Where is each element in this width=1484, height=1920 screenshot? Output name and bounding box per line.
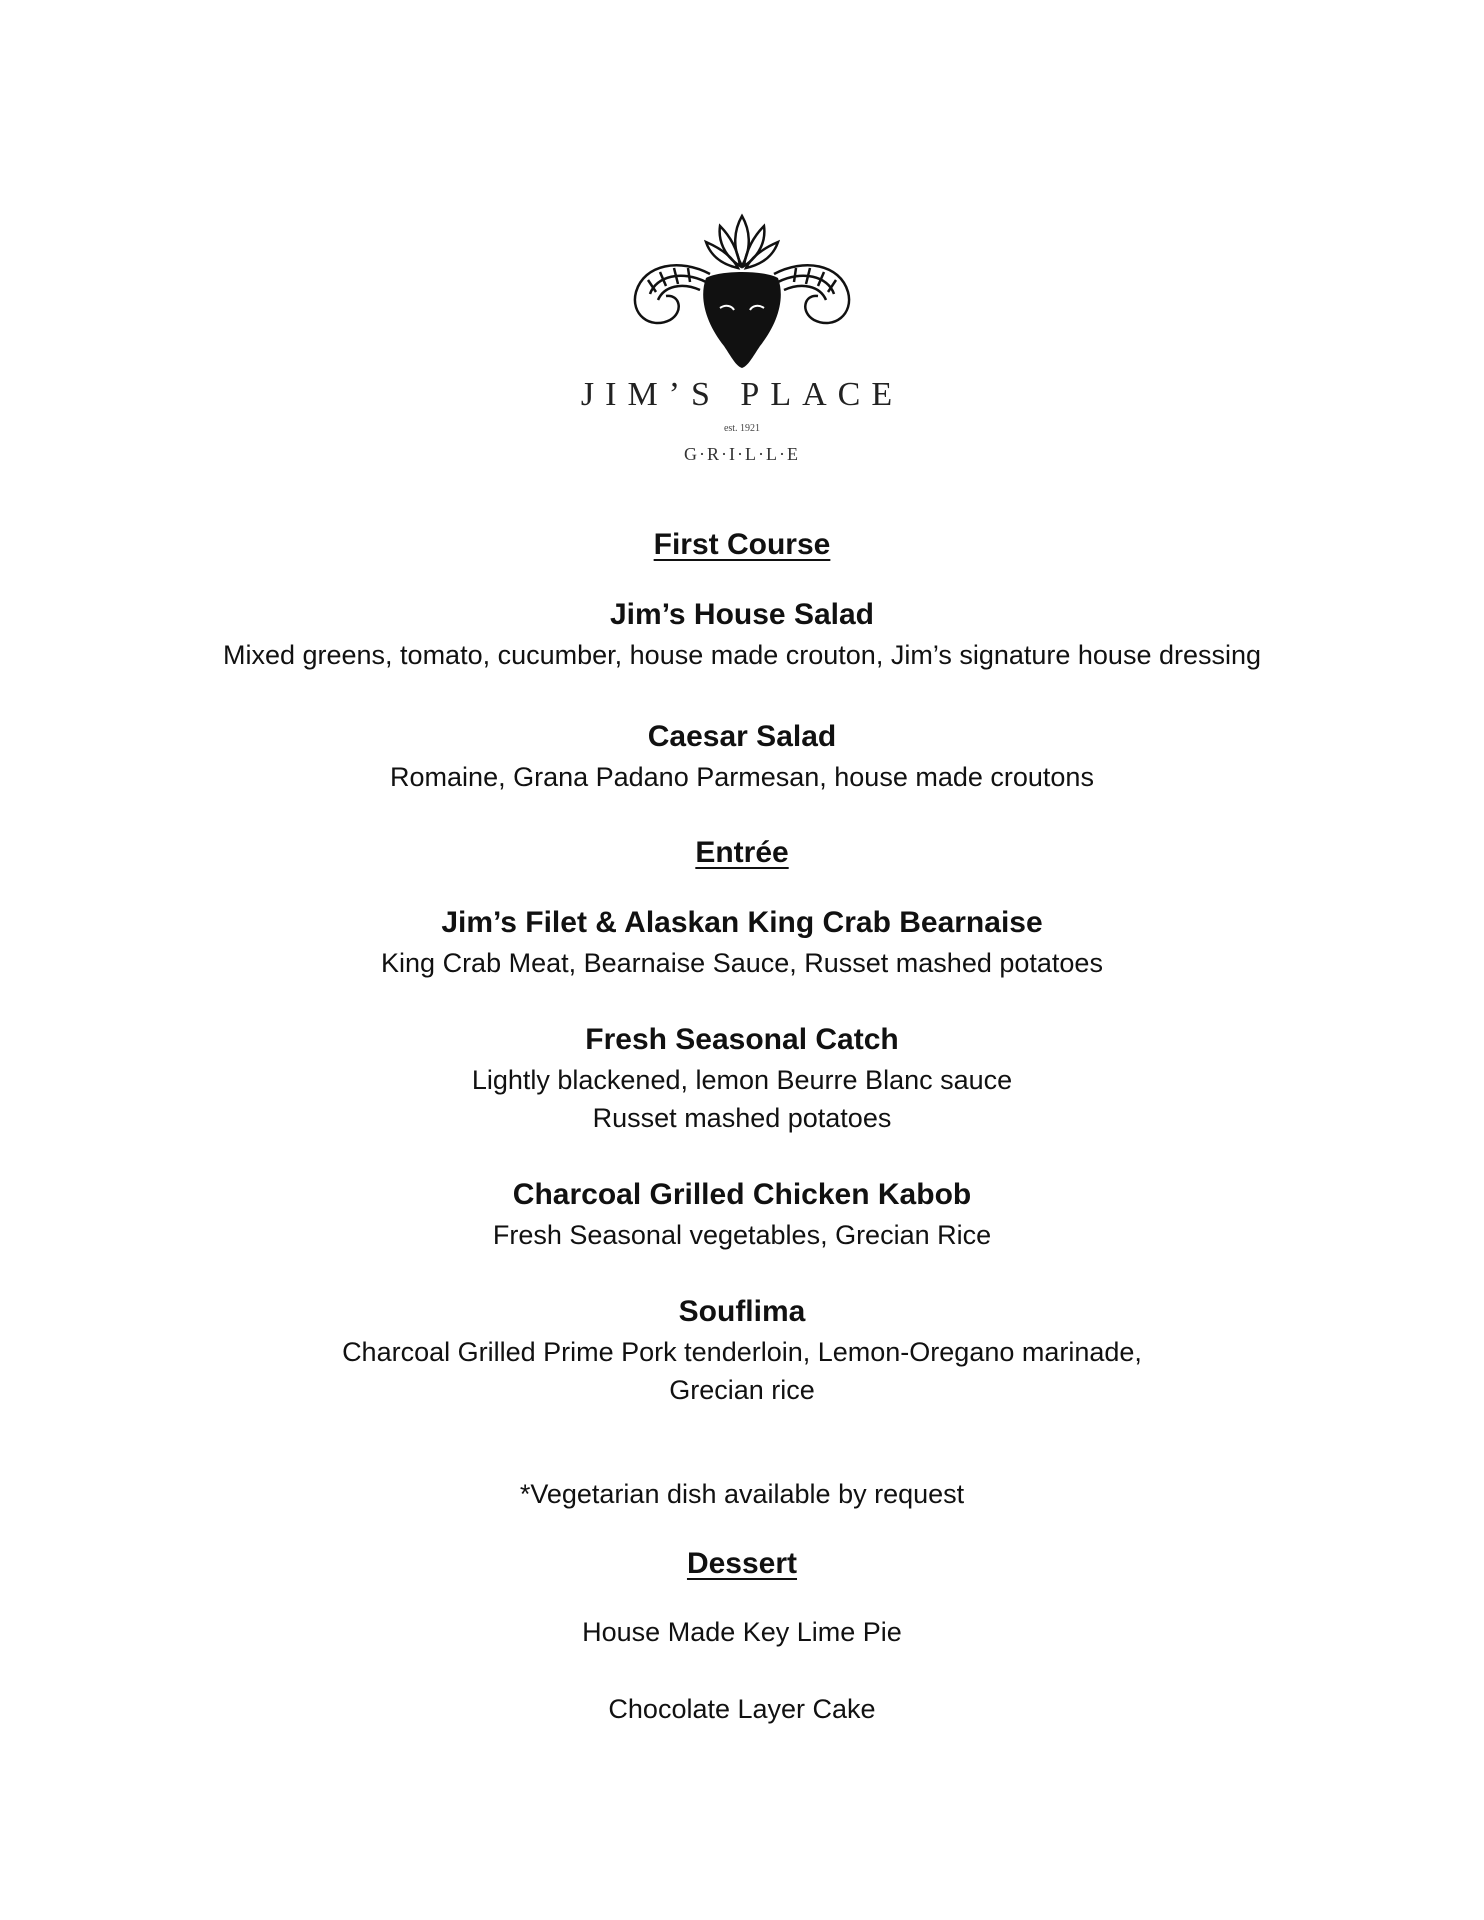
- logo-grille-text: G·R·I·L·L·E: [684, 444, 800, 464]
- dessert-item: Chocolate Layer Cake: [608, 1694, 876, 1724]
- entree-heading: Entrée: [695, 836, 789, 869]
- restaurant-logo: [560, 208, 924, 468]
- dish-description: Fresh Seasonal vegetables, Grecian Rice: [492, 1220, 992, 1250]
- dish-description: Romaine, Grana Padano Parmesan, house made croutons: [390, 762, 1094, 792]
- dish-description: Lightly blackened, lemon Beurre Blanc sauce: [471, 1065, 1013, 1095]
- dish-description: Mixed greens, tomato, cucumber, house made crouton, Jim’s signature house dressing: [222, 640, 1262, 670]
- ram-head-icon: [560, 208, 924, 368]
- dish-name: Jim’s Filet & Alaskan King Crab Bearnaise: [441, 906, 1043, 939]
- vegetarian-note: *Vegetarian dish available by request: [519, 1479, 965, 1509]
- dish-description: King Crab Meat, Bearnaise Sauce, Russet mashed potatoes: [381, 948, 1103, 978]
- first-course-heading: First Course: [653, 528, 831, 561]
- dish-name: Fresh Seasonal Catch: [585, 1023, 899, 1056]
- dish-name: Caesar Salad: [647, 720, 837, 753]
- dessert-heading: Dessert: [686, 1547, 798, 1580]
- dish-description: Russet mashed potatoes: [592, 1103, 892, 1133]
- dish-description: Charcoal Grilled Prime Pork tenderloin, Lemon-Oregano marinade,: [342, 1337, 1142, 1367]
- dessert-item: House Made Key Lime Pie: [582, 1617, 902, 1647]
- dish-name: Charcoal Grilled Chicken Kabob: [512, 1178, 972, 1211]
- dish-name: Souflima: [678, 1295, 806, 1328]
- logo-restaurant-name: JIM’S PLACE: [580, 376, 904, 413]
- logo-established-year: est. 1921: [723, 423, 761, 434]
- dish-name: Jim’s House Salad: [610, 598, 874, 631]
- dish-description: Grecian rice: [669, 1375, 815, 1405]
